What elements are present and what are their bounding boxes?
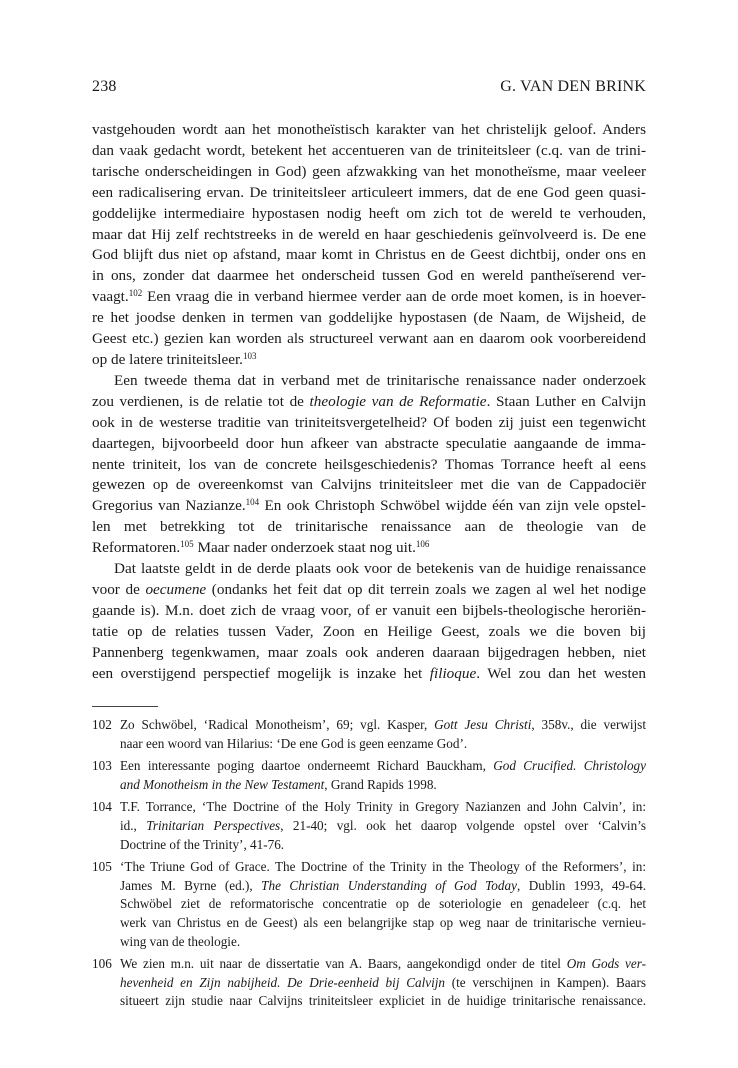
footnote-105 <box>92 858 646 951</box>
text-line: Gregorius van Nazianze.$^{104}$ En ook Christoph Schwöbel wijdde één van zijn vele opstel- <box>92 497 646 515</box>
paragraph-3 <box>92 559 646 684</box>
footnote-line: We zien m.n. uit naar de dissertatie van A. Baars, aangekondigd onder de titel Om Gods ver- <box>120 956 647 972</box>
footnote-line: Schwöbel ziet de reformatorische concentratie op de soteriologie en genadeleer (c.q. het <box>120 896 646 912</box>
text-line: nente triniteit, los van de concrete heilsgeschiedenis? Thomas Torrance heeft al eens <box>92 455 646 473</box>
text-line: Reformatoren.$^{105}$ Maar nader onderzoek staat nog uit.$^{106}$ <box>92 539 430 557</box>
text-line: in ons, zonder dat daarmee het onderscheid tussen God en wereld pantheïserend ver- <box>92 267 646 285</box>
text-line: daartegen, bijvoorbeeld door hun afkeer van abstracte speculatie aangaande de imma- <box>92 434 646 452</box>
footnote-line: hevenheid en Zijn nabijheid. De Drie-eenheid bij Calvijn (te verschijnen in Kampen). Baars <box>120 974 646 990</box>
text-line: maar dat Hij zelf rechtstreeks in de wereld en haar geschiedenis geïnvolveerd is. De ene <box>92 225 646 243</box>
footnote-line: T.F. Torrance, ‘The Doctrine of the Holy Trinity in Gregory Nazianzen and John Calvin’, in: <box>120 799 646 815</box>
footnote-ref-104[interactable]: 104 <box>245 497 260 508</box>
footnote-106 <box>92 955 646 1011</box>
text-line: Pannenberg tegenkwamen, maar zoals ook anderen daaraan bijgedragen hebben, niet <box>92 643 646 661</box>
footnote-line: James M. Byrne (ed.), The Christian Understanding of God Today, Dublin 1993, 49-64. <box>120 877 646 893</box>
text-line: len met betrekking tot de trinitarische renaissance aan de theologie van de <box>92 518 646 536</box>
book-page <box>92 0 646 1068</box>
footnote-ref-105[interactable]: 105 <box>180 539 194 550</box>
text-line: een overstijgend perspectief mogelijk is inzake het filioque. Wel zou dan het westen <box>92 664 647 682</box>
footnote-line: Doctrine of the Trinity’, 41-76. <box>120 836 285 852</box>
text-line: goddelijke intermediaire hypostasen nodig heeft om zich tot de wereld te verhouden, <box>92 204 646 222</box>
text-line: op de latere triniteitsleer.$^{103}$ <box>92 350 257 368</box>
footnote-line: ‘The Triune God of Grace. The Doctrine of the Trinity in the Theology of the Reformers’, in: <box>120 859 646 875</box>
text-line: tarische onderscheidingen in God) geen afzwakking van het monotheïsme, maar veeleer <box>92 162 646 180</box>
footnote-number: 103 <box>92 758 112 774</box>
text-line: voor de oecumene (ondanks het feit dat op dit terrein zoals we zagen al wel het nodige <box>92 580 646 598</box>
body-text <box>92 120 646 684</box>
text-line: vastgehouden wordt aan het monotheïstisch karakter van het christelijk geloof. Anders <box>92 121 646 138</box>
text-line: gaande is). M.n. doet zich de vraag voor, of er vanuit een bijbels-theologische heroriën- <box>92 601 646 619</box>
text-line: ook in de westerse traditie van triniteitsvergetelheid? Of boden zij juist een tegenwicht <box>92 413 646 431</box>
text-line: een radicalisering ervan. De triniteitsleer articuleert immers, dat de ene God geen quasi- <box>92 183 646 201</box>
footnote-line: wing van de theologie. <box>120 933 241 949</box>
footnote-line: Zo Schwöbel, ‘Radical Monotheism’, 69; vgl. Kasper, Gott Jesu Christi, 358v., die verwijst <box>120 717 646 732</box>
footnote-ref-106[interactable]: 106 <box>415 539 430 550</box>
footnote-104 <box>92 798 646 854</box>
text-line: re het joodse denken in termen van goddelijke hypostasen (de Naam, de Wijsheid, de <box>92 309 646 327</box>
text-line: tatie op de relaties tussen Vader, Zoon en Heilige Geest, zoals we die boven bij <box>92 622 646 640</box>
footnote-number: 106 <box>92 956 112 972</box>
footnote-line: naar een woord van Hilarius: ‘De ene God is geen eenzame God’. <box>120 735 468 751</box>
text-line: gewezen op de overeenkomst van Calvijns triniteitsleer met die van de Cappadociër <box>92 476 646 494</box>
running-head: G. VAN DEN BRINK <box>500 78 646 95</box>
footnote-102 <box>92 716 646 753</box>
footnotes <box>92 716 646 1015</box>
paragraph-1 <box>92 120 646 371</box>
footnote-line: situeert zijn studie naar Calvijns triniteitsleer expliciet in de huidige trinitarische renaissance. <box>120 993 646 1009</box>
text-line: zou verdienen, is de relatie tot de theologie van de Reformatie. Staan Luther en Calvijn <box>92 392 647 410</box>
text-line: Een tweede thema dat in verband met de trinitarische renaissance nader onderzoek <box>114 371 646 389</box>
paragraph-2 <box>92 371 646 559</box>
footnote-ref-102[interactable]: 102 <box>128 288 143 299</box>
footnote-line: and Monotheism in the New Testament, Grand Rapids 1998. <box>120 776 437 792</box>
footnote-divider <box>92 706 158 707</box>
page-number: 238 <box>92 78 117 95</box>
text-line: dan vaak gedacht wordt, betekent het accentueren van de triniteitsleer (c.q. van de trini- <box>92 141 646 159</box>
text-line: Geest etc.) gezien kan worden als structureel verwant aan en daarom ook voorbereidend <box>92 330 646 348</box>
text-line: God blijft dus niet op afstand, maar komt in Christus en de Geest dichtbij, onder ons en <box>92 246 646 264</box>
footnote-ref-103[interactable]: 103 <box>242 350 257 361</box>
footnote-line: id., Trinitarian Perspectives, 21-40; vgl. ook het daarop volgende opstel over ‘Calvin’s <box>120 817 646 833</box>
footnote-103 <box>92 757 646 794</box>
footnote-line: werk van Christus en de Geest) als een belangrijke stap op weg naar de trinitarische vernieu- <box>120 914 646 930</box>
page-header <box>92 78 646 100</box>
footnote-number: 104 <box>92 799 112 815</box>
text-line: vaagt.$^{102}$ Een vraag die in verband hiermee verder aan de orde moet komen, is in hoever- <box>92 288 646 306</box>
footnote-line: Een interessante poging daartoe onderneemt Richard Bauckham, God Crucified. Christology <box>120 758 646 774</box>
footnote-number: 105 <box>92 859 112 875</box>
text-line: Dat laatste geldt in de derde plaats ook voor de betekenis van de huidige renaissance <box>114 560 646 578</box>
footnote-number: 102 <box>92 717 112 732</box>
